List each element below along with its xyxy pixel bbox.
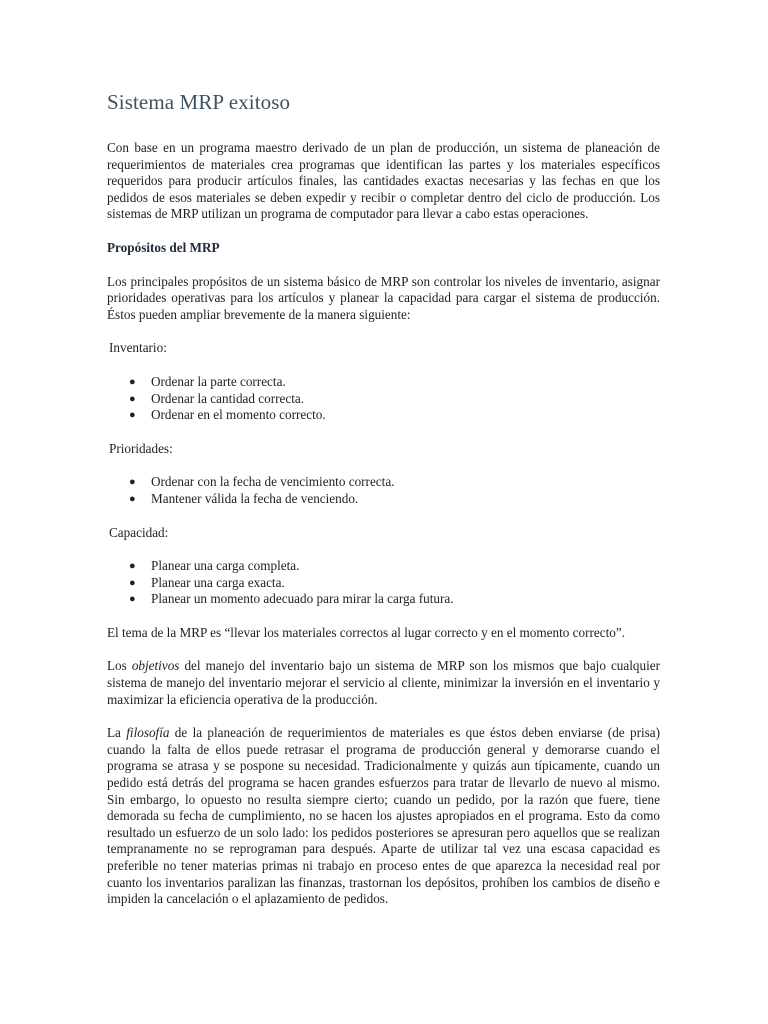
bullet-icon: ● <box>129 409 136 422</box>
bullet-icon: ● <box>129 392 136 405</box>
list-item: ● Ordenar en el momento correcto. <box>129 407 326 423</box>
intro-paragraph: Con base en un programa maestro derivado de un plan de producción, un sistema de planeación de requerimientos de materiales crea programas que identifican las partes y los materiales específicos requeridos para producir artículos finales, las cantidades exactas necesarias y las fechas en que los pedidos de esos materiales se deben expedir y recibir o completar dentro del ciclo de producción. Los sistemas de MRP utilizan un programa de computador para llevar a cabo estas operaciones. <box>107 140 660 222</box>
bullet-icon: ● <box>129 593 136 606</box>
list-item: ● Planear una carga completa. <box>129 558 300 574</box>
list-item: ● Planear un momento adecuado para mirar la carga futura. <box>129 591 454 607</box>
bullet-list-prioridades <box>107 474 660 507</box>
bullet-icon: ● <box>129 476 136 489</box>
list-item: ● Ordenar la cantidad correcta. <box>129 390 305 406</box>
objectives-emphasis: objetivos <box>131 658 180 674</box>
objectives-paragraph: Los objetivos del manejo del inventario bajo un sistema de MRP son los mismos que bajo cualquier sistema de manejo del inventario mejorar el servicio al cliente, minimizar la inversión en el inventario y maximizar la eficiencia operativa de la producción. <box>107 658 661 707</box>
bullet-icon: ● <box>129 492 136 505</box>
bullet-list-capacidad <box>107 558 660 608</box>
bullet-icon: ● <box>129 576 136 589</box>
group-label-capacidad: Capacidad: <box>109 524 169 540</box>
philosophy-paragraph: La filosofía de la planeación de requerimientos de materiales es que éstos deben enviarse (de prisa) cuando la falta de ellos puede retrasar el programa de producción general y demorarse cuando el programa se atrasa y se pospone su necesidad. Tradicionalmente y quizás aun típicamente, cuando un pedido está detrás del programa se hacen grandes esfuerzos para tratar de llevarlo de nuevo al mismo. Sin embargo, lo opuesto no resulta siempre cierto; cuando un pedido, por la razón que fuere, tiene demorada su fecha de cumplimiento, no se hacen los ajustes apropiados en el programa. Esto da como resultado un esfuerzo de un solo lado: los pedidos posteriores se apresuran pero aquellos que se realizan tempranamente no se reprograman para después. Aparte de utilizar tal vez una escasa capacidad es preferible no tener materias primas ni trabajo en proceso entes de que aparezca la necesidad real por cuanto los inventarios paralizan las finanzas, trastornan los depósitos, prohíben los cambios de diseño e impiden la cancelación o el aplazamiento de pedidos. <box>107 725 660 907</box>
group-label-prioridades: Prioridades: <box>109 440 173 456</box>
document-title: Sistema MRP exitoso <box>107 90 291 114</box>
bullet-icon: ● <box>129 560 136 573</box>
list-item: ● Mantener válida la fecha de venciendo. <box>129 490 359 506</box>
list-item: ● Planear una carga exacta. <box>129 574 285 590</box>
purposes-paragraph: Los principales propósitos de un sistema básico de MRP son controlar los niveles de inventario, asignar prioridades operativas para los artículos y planear la capacidad para cargar el sistema de producción. Éstos pueden ampliar brevemente de la manera siguiente: <box>107 273 660 322</box>
list-item: ● Ordenar la parte correcta. <box>129 373 286 389</box>
purposes-heading: Propósitos del MRP <box>107 239 220 255</box>
list-item: ● Ordenar con la fecha de vencimiento correcta. <box>129 474 395 490</box>
philosophy-emphasis: filosofía <box>126 725 170 741</box>
bullet-icon: ● <box>129 375 136 388</box>
bullet-list-inventario <box>107 374 660 424</box>
theme-paragraph: El tema de la MRP es “llevar los materiales correctos al lugar correcto y en el momento correcto”. <box>107 624 626 640</box>
group-label-inventario: Inventario: <box>109 340 167 356</box>
